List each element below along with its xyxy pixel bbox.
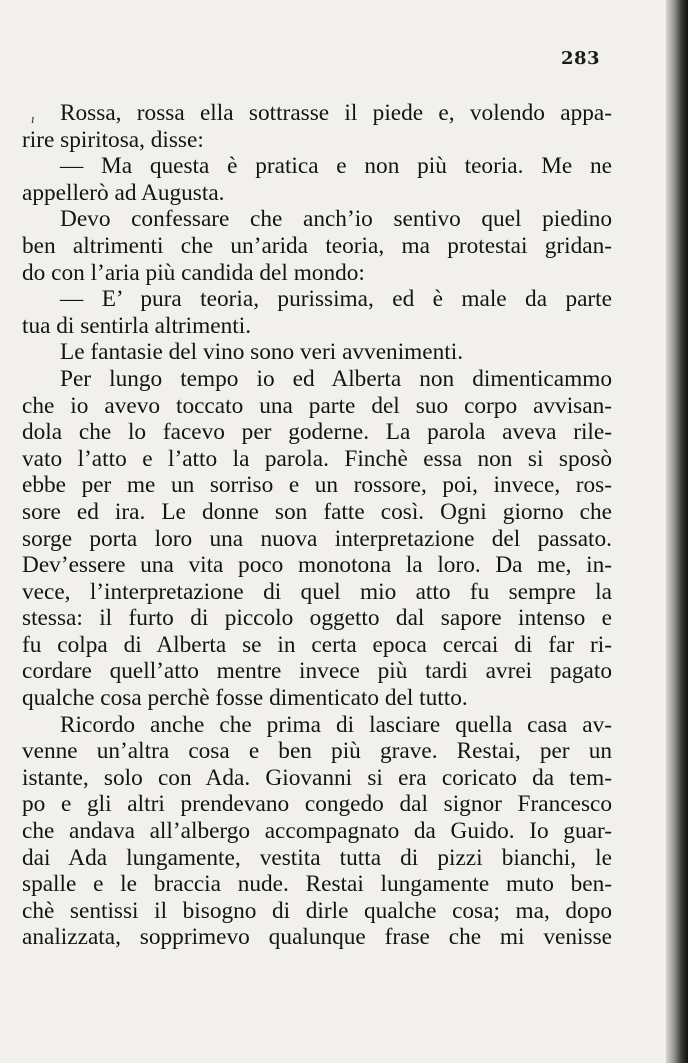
text-line: venne un’altra cosa e ben più grave. Restai, per un xyxy=(22,738,612,765)
text-line: po e gli altri prendevano congedo dal signor Francesco xyxy=(22,791,612,818)
text-line: Devo confessare che anch’io sentivo quel piedino xyxy=(60,206,612,233)
text-line: fu colpa di Alberta se in certa epoca cercai di far ri- xyxy=(22,631,612,658)
text-line: stessa: il furto di piccolo oggetto dal sapore intenso e xyxy=(22,605,612,632)
text-line: Rossa, rossa ella sottrasse il piede e, volendo appa- xyxy=(60,100,612,126)
book-spine-shadow xyxy=(666,0,688,1063)
text-line: sore ed ira. Le donne son fatte così. Ogni giorno che xyxy=(22,498,612,525)
text-line: cordare quell’atto mentre invece più tardi avrei pagato xyxy=(22,658,612,685)
text-line: ben altrimenti che un’arida teoria, ma protestai gridan- xyxy=(22,232,612,259)
text-line: vece, l’interpretazione di quel mio atto fu sempre la xyxy=(22,578,612,605)
text-line: do con l’aria più candida del mondo: xyxy=(22,259,365,286)
text-line: Dev’essere una vita poco monotona la loro. Da me, in- xyxy=(22,552,612,579)
page-text-body xyxy=(22,100,612,951)
text-line: appellerò ad Augusta. xyxy=(22,179,225,206)
text-line: analizzata, sopprimevo qualunque frase che mi venisse xyxy=(22,924,612,951)
text-line: che andava all’albergo accompagnato da Guido. Io guar- xyxy=(22,818,612,845)
text-line: ebbe per me un sorriso e un rossore, poi, invece, ros- xyxy=(22,472,612,499)
text-line: Ricordo anche che prima di lasciare quella casa av- xyxy=(60,711,612,738)
text-line: che io avevo toccato una parte del suo corpo avvisan- xyxy=(22,392,612,419)
text-line: chè sentissi il bisogno di dirle qualche cosa; ma, dopo xyxy=(22,897,612,924)
text-line: vato l’atto e l’atto la parola. Finchè essa non si sposò xyxy=(22,445,612,472)
text-line: dola che lo facevo per goderne. La parola aveva rile- xyxy=(22,419,612,446)
page-number: 283 xyxy=(561,48,601,69)
text-line: dai Ada lungamente, vestita tutta di pizzi bianchi, le xyxy=(22,844,612,871)
text-line: tua di sentirla altrimenti. xyxy=(22,312,252,339)
text-line: Per lungo tempo io ed Alberta non dimenticammo xyxy=(60,365,612,392)
text-line: qualche cosa perchè fosse dimenticato del tutto. xyxy=(22,685,468,712)
text-line: sorge porta loro una nuova interpretazione del passato. xyxy=(22,525,612,552)
text-line: Le fantasie del vino sono veri avvenimenti. xyxy=(60,339,464,366)
text-line: istante, solo con Ada. Giovanni si era coricato da tem- xyxy=(22,764,612,791)
text-line: — Ma questa è pratica e non più teoria. Me ne xyxy=(60,153,612,180)
margin-pencil-mark: ı xyxy=(31,111,35,126)
text-line: rire spiritosa, disse: xyxy=(22,126,204,153)
text-line: — E’ pura teoria, purissima, ed è male da parte xyxy=(60,286,612,313)
text-line: spalle e le braccia nude. Restai lungamente muto ben- xyxy=(22,871,612,898)
